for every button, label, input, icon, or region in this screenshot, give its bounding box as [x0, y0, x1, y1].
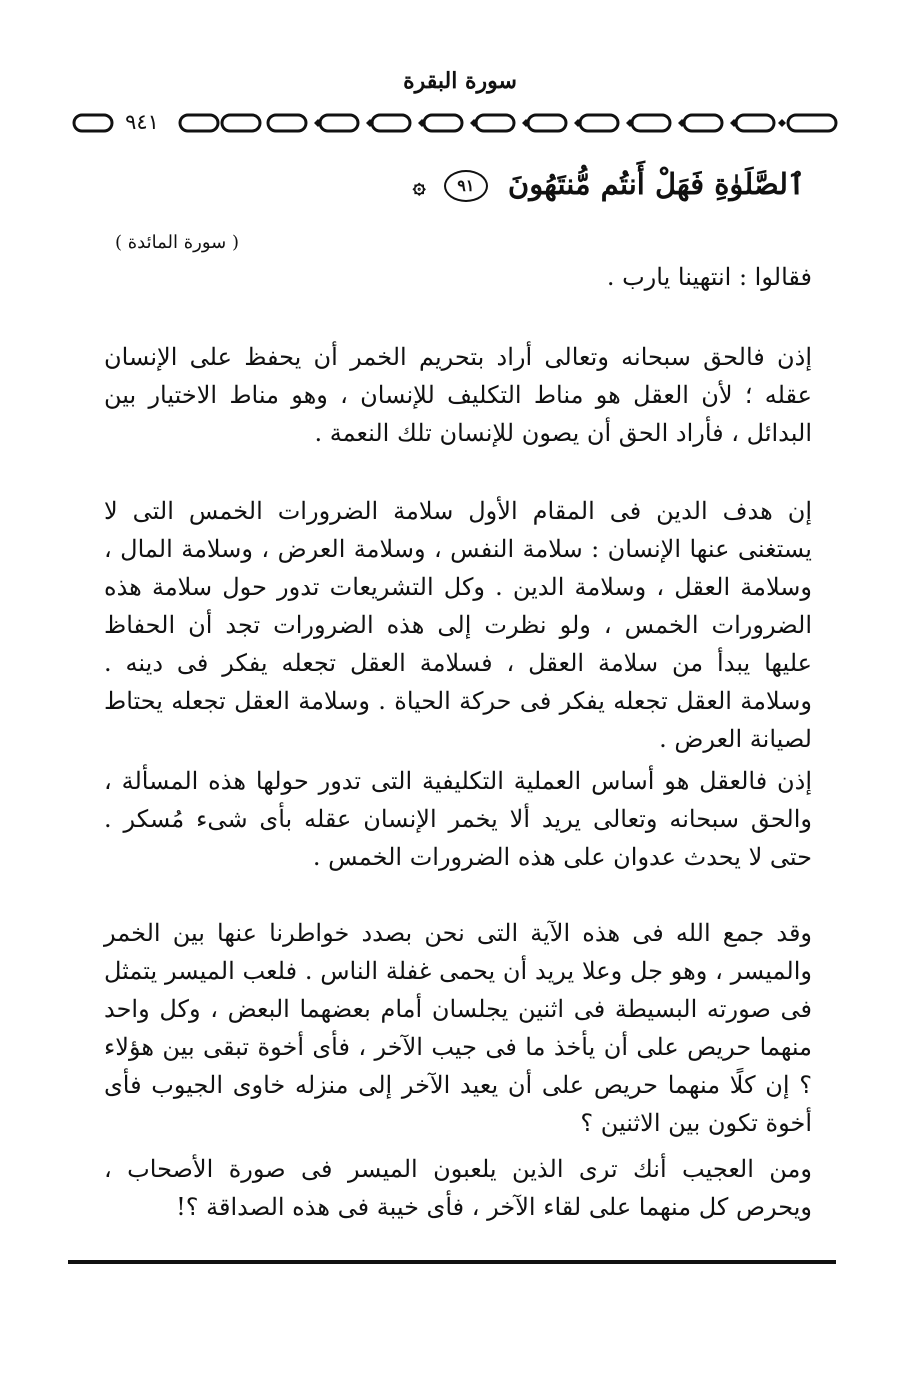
paragraph: إذن فالعقل هو أساس العملية التكليفية التى تدور حولها هذه المسألة ، والحق سبحانه وتعالى يريد ألا يخمر الإنسان عقله بأى شىء مُسكر . حتى لا يحدث عدوان على هذه الضرورات الخمس . [104, 767, 813, 871]
paragraph: إن هدف الدين فى المقام الأول سلامة الضرورات الخمس التى لا يستغنى عنها الإنسان : سلامة النفس ، وسلامة العرض ، وسلامة المال ، وسلامة العقل ، وسلامة الدين . وكل التشريعات تدور حول سلامة هذه الضرورات الخمس ، ولو نظرت إلى هذه الضرورات تجد أن الحفاظ عليها يبدأ من سلامة العقل ، فسلامة العقل تجعله يفكر فى دينه . وسلامة العقل تجعله يفكر فى حركة الحياة . وسلامة العقل تجعله يحتاط لصيانة العرض . [104, 497, 812, 753]
verse-end-ornament-icon: ۞ [412, 173, 426, 199]
verse-number-marker: ٩١ [444, 170, 488, 202]
response-line: فقالوا : انتهينا يارب . [606, 263, 812, 291]
chain-ornament [72, 110, 840, 136]
verse-text: ٱلصَّلَوٰةِ فَهَلْ أَنتُم مُّنتَهُونَ [507, 167, 805, 201]
footer-rule [68, 1260, 836, 1264]
paragraph: ومن العجيب أنك ترى الذين يلعبون الميسر فى صورة الأصحاب ، ويحرص كل منهما على لقاء الآخر ، فأى خيبة فى هذه الصداقة ؟! [104, 1155, 812, 1221]
paragraph: وقد جمع الله فى هذه الآية التى نحن بصدد خواطرنا عنها بين الخمر والميسر ، وهو جل وعلا يريد أن يحمى غفلة الناس . فلعب الميسر يتمثل فى صورته البسيطة فى اثنين يجلسان أمام بعضهما البعض ، وكل واحد منهما حريص على أن يأخذ ما فى جيب الآخر ، فأى أخوة تبقى بين هؤلاء ؟ إن كلًا منهما حريص على أن يعيد الآخر إلى منزله خاوى الجيوب فأى أخوة تكون بين الاثنين ؟ [104, 919, 813, 1137]
surah-citation: ( سورة المائدة ) [115, 232, 239, 253]
header-ornament-band [72, 110, 840, 136]
quran-verse [205, 155, 805, 215]
paragraph: إذن فالحق سبحانه وتعالى أراد بتحريم الخمر أن يحفظ على الإنسان عقله ؛ لأن العقل هو مناط التكليف للإنسان ، وهو مناط الاختيار بين البدائل ، فأراد الحق أن يصون للإنسان تلك النعمة . [104, 343, 812, 447]
page-number: ٩٤١ [116, 111, 168, 133]
surah-title: سورة البقرة [403, 68, 517, 94]
